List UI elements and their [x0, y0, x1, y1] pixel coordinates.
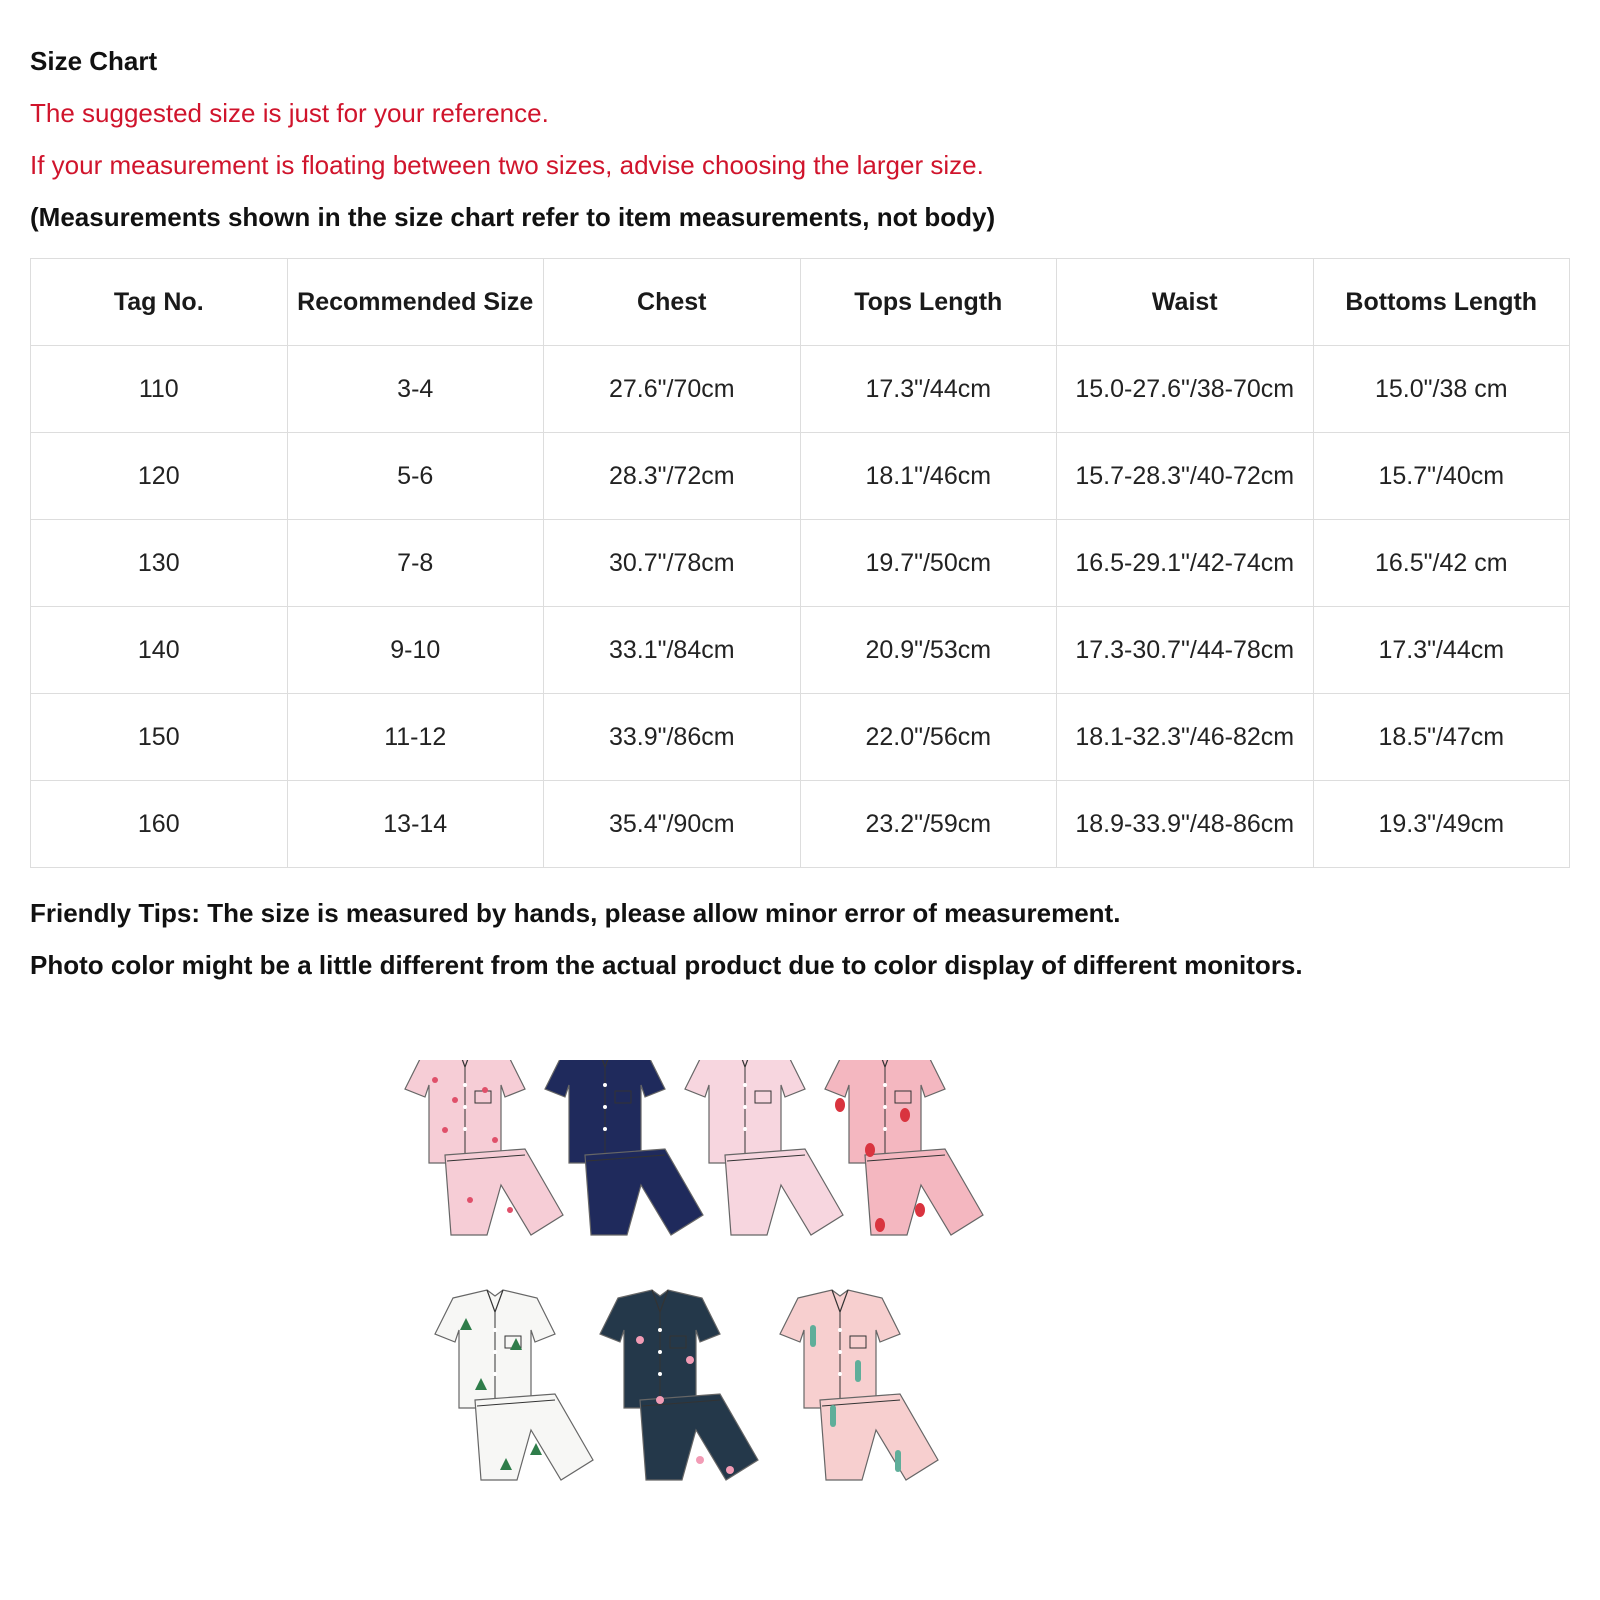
pajama-set-pink-hearts [405, 1060, 563, 1235]
cell-tops-length: 23.2"/59cm [800, 781, 1057, 868]
cell-waist: 18.9-33.9"/48-86cm [1057, 781, 1314, 868]
cell-tops-length: 19.7"/50cm [800, 520, 1057, 607]
table-row [31, 520, 1570, 607]
cell-chest: 28.3"/72cm [544, 433, 801, 520]
cell-chest: 33.1"/84cm [544, 607, 801, 694]
cell-tops-length: 18.1"/46cm [800, 433, 1057, 520]
pajama-set-light-pink-bunny [685, 1060, 843, 1235]
cell-waist: 15.7-28.3"/40-72cm [1057, 433, 1314, 520]
cell-recommended-size: 7-8 [287, 520, 544, 607]
photo-color-tip: Photo color might be a little different from the actual product due to color display of different monitors. [30, 950, 1303, 980]
cell-waist: 16.5-29.1"/42-74cm [1057, 520, 1314, 607]
pajama-set-dark-flamingo [600, 1290, 758, 1480]
cell-recommended-size: 9-10 [287, 607, 544, 694]
cell-bottoms-length: 17.3"/44cm [1313, 607, 1570, 694]
cell-tag-no: 140 [31, 607, 288, 694]
cell-tops-length: 17.3"/44cm [800, 346, 1057, 433]
table-row [31, 607, 1570, 694]
column-header-chest: Chest [544, 259, 801, 346]
cell-recommended-size: 11-12 [287, 694, 544, 781]
cell-bottoms-length: 15.0"/38 cm [1313, 346, 1570, 433]
pajama-set-pink-strawberry [825, 1060, 983, 1235]
column-header-recommended-size: Recommended Size [287, 259, 544, 346]
product-photo-collage [400, 1060, 1020, 1560]
cell-waist: 17.3-30.7"/44-78cm [1057, 607, 1314, 694]
column-header-tag-no: Tag No. [31, 259, 288, 346]
cell-tag-no: 120 [31, 433, 288, 520]
cell-chest: 33.9"/86cm [544, 694, 801, 781]
cell-chest: 30.7"/78cm [544, 520, 801, 607]
table-row [31, 781, 1570, 868]
size-advice-note: If your measurement is floating between two sizes, advise choosing the larger size. [30, 150, 984, 180]
page-title: Size Chart [30, 46, 158, 76]
cell-waist: 15.0-27.6"/38-70cm [1057, 346, 1314, 433]
cell-bottoms-length: 19.3"/49cm [1313, 781, 1570, 868]
column-header-waist: Waist [1057, 259, 1314, 346]
table-row [31, 694, 1570, 781]
cell-recommended-size: 3-4 [287, 346, 544, 433]
measurement-disclaimer: (Measurements shown in the size chart refer to item measurements, not body) [30, 202, 996, 232]
pajama-set-pink-cactus [780, 1290, 938, 1480]
pajama-set-white-leaves [435, 1290, 593, 1480]
pajama-sets-illustration [400, 1060, 1020, 1560]
cell-tag-no: 160 [31, 781, 288, 868]
cell-bottoms-length: 18.5"/47cm [1313, 694, 1570, 781]
cell-recommended-size: 5-6 [287, 433, 544, 520]
cell-chest: 35.4"/90cm [544, 781, 801, 868]
table-row [31, 433, 1570, 520]
cell-tag-no: 110 [31, 346, 288, 433]
reference-note: The suggested size is just for your reference. [30, 98, 549, 128]
cell-waist: 18.1-32.3"/46-82cm [1057, 694, 1314, 781]
cell-tag-no: 150 [31, 694, 288, 781]
column-header-bottoms-length: Bottoms Length [1313, 259, 1570, 346]
cell-bottoms-length: 15.7"/40cm [1313, 433, 1570, 520]
cell-tops-length: 22.0"/56cm [800, 694, 1057, 781]
cell-chest: 27.6"/70cm [544, 346, 801, 433]
friendly-tip: Friendly Tips: The size is measured by hands, please allow minor error of measurement. [30, 898, 1121, 928]
cell-bottoms-length: 16.5"/42 cm [1313, 520, 1570, 607]
pajama-set-navy-print [545, 1060, 703, 1235]
size-chart-table [30, 258, 1570, 868]
table-header-row [31, 259, 1570, 346]
column-header-tops-length: Tops Length [800, 259, 1057, 346]
table-row [31, 346, 1570, 433]
cell-tag-no: 130 [31, 520, 288, 607]
cell-recommended-size: 13-14 [287, 781, 544, 868]
cell-tops-length: 20.9"/53cm [800, 607, 1057, 694]
